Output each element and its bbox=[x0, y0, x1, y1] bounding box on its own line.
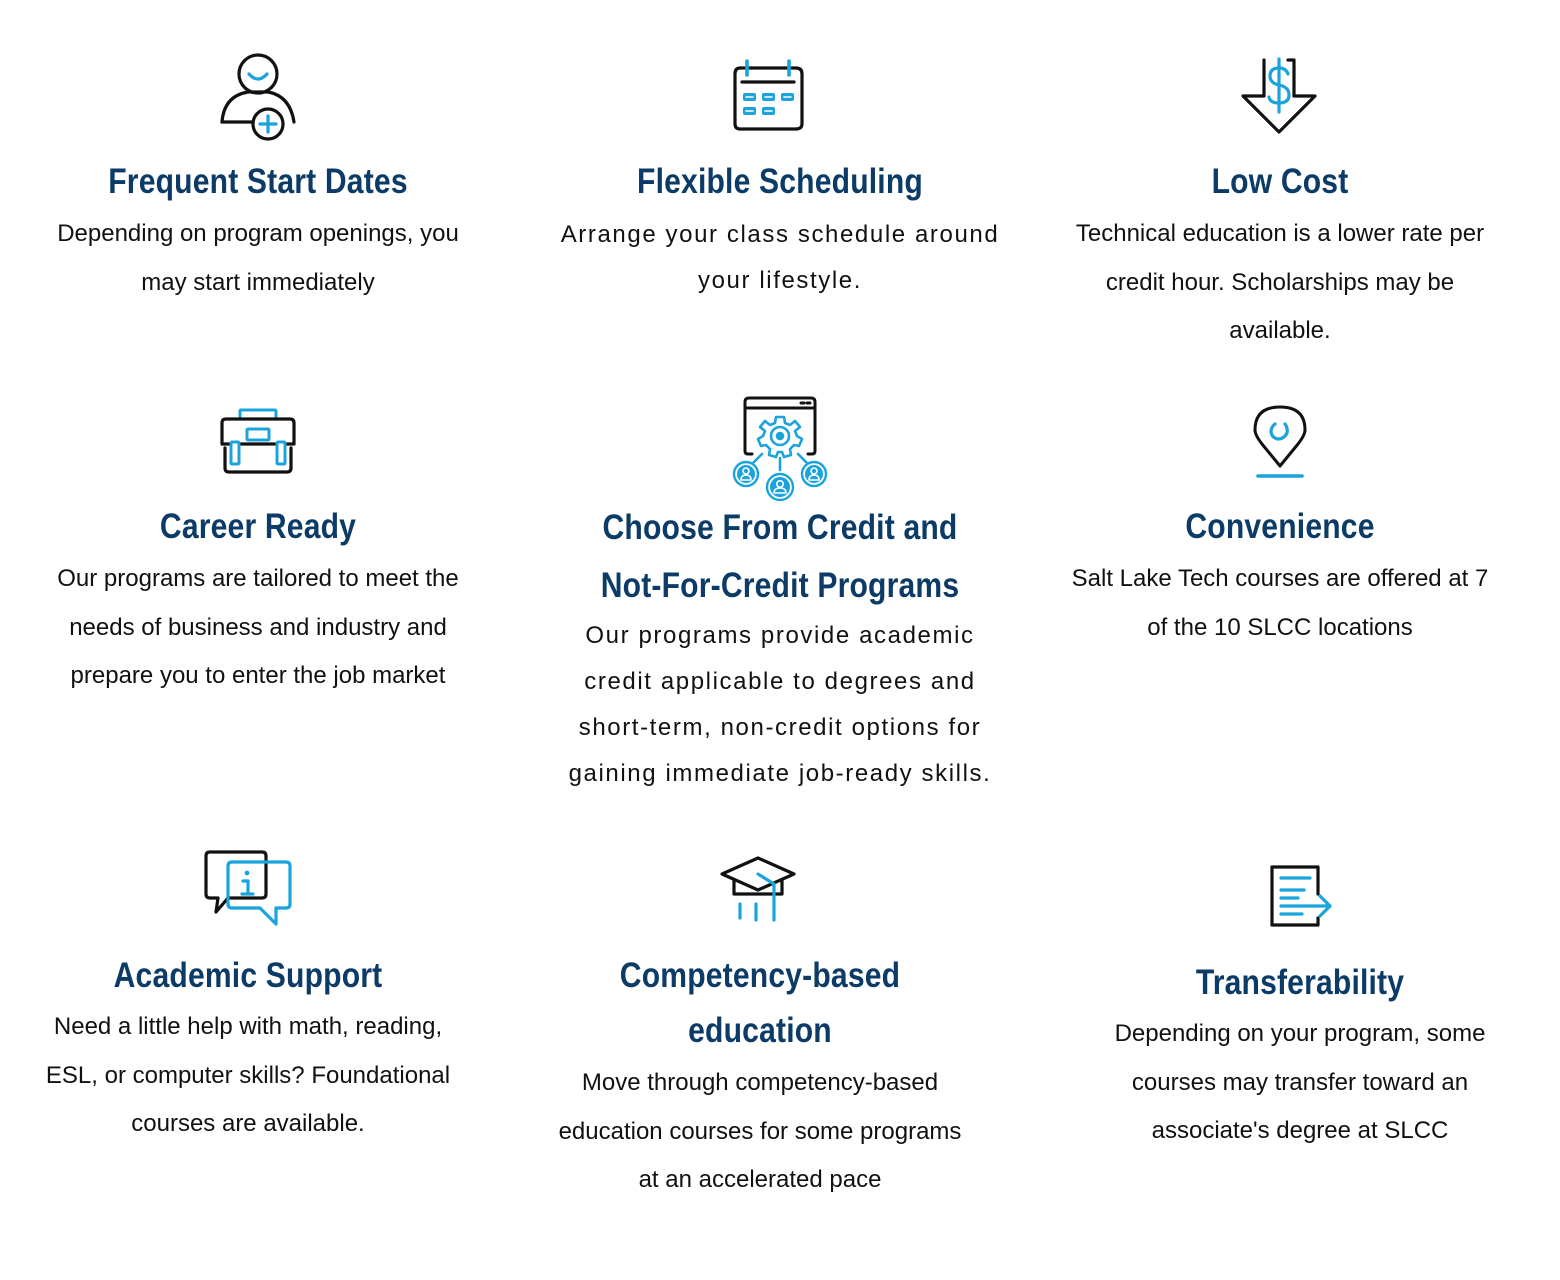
feature-description bbox=[8, 1003, 488, 1149]
feature-description bbox=[530, 212, 1030, 304]
title-line: Flexible Scheduling bbox=[637, 162, 923, 201]
title-line: Choose From Credit and bbox=[602, 508, 958, 547]
desc-line: your lifestyle. bbox=[697, 267, 863, 294]
location-pin-icon bbox=[1252, 404, 1308, 480]
feature-title bbox=[52, 498, 465, 556]
feature-title bbox=[42, 947, 455, 1005]
feature-title bbox=[565, 499, 995, 615]
feature-convenience bbox=[1040, 390, 1520, 720]
desc-line: may start immediately bbox=[141, 268, 375, 296]
feature-description bbox=[18, 555, 498, 701]
title-line: Career Ready bbox=[159, 507, 357, 546]
desc-line: Salt Lake Tech courses are offered at 7 bbox=[1071, 565, 1489, 592]
feature-academic-support bbox=[8, 840, 488, 1160]
feature-title bbox=[565, 153, 995, 211]
feature-title bbox=[1074, 498, 1487, 556]
title-line: education bbox=[688, 1011, 832, 1050]
desc-line: education courses for some programs bbox=[558, 1117, 962, 1145]
desc-line: short-term, non-credit options for bbox=[578, 714, 982, 741]
chat-info-icon bbox=[202, 848, 294, 930]
feature-flexible-scheduling bbox=[530, 40, 1030, 360]
feature-description bbox=[1040, 210, 1520, 356]
desc-line: prepare you to enter the job market bbox=[70, 662, 446, 689]
title-line: Competency-based bbox=[619, 956, 901, 995]
desc-line: at an accelerated pace bbox=[638, 1166, 882, 1193]
feature-description bbox=[520, 1059, 1000, 1205]
title-line: Frequent Start Dates bbox=[108, 162, 408, 201]
desc-line: credit hour. Scholarships may be bbox=[1105, 268, 1455, 296]
document-transfer-icon bbox=[1266, 864, 1336, 930]
feature-description bbox=[1040, 555, 1520, 652]
title-line: Academic Support bbox=[113, 956, 383, 995]
feature-title bbox=[554, 948, 967, 1058]
feature-frequent-start-dates bbox=[18, 40, 498, 360]
title-line: Not-For-Credit Programs bbox=[600, 566, 960, 605]
briefcase-icon bbox=[218, 408, 298, 478]
desc-line: of the 10 SLCC locations bbox=[1147, 613, 1413, 641]
feature-credit-and-non-credit bbox=[530, 390, 1030, 810]
desc-line: Arrange your class schedule around bbox=[560, 221, 1000, 248]
desc-line: needs of business and industry and bbox=[69, 613, 447, 641]
title-line: Low Cost bbox=[1211, 162, 1349, 201]
desc-line: available. bbox=[1229, 317, 1331, 344]
feature-title bbox=[52, 153, 465, 211]
feature-low-cost bbox=[1040, 40, 1520, 360]
desc-line: Depending on your program, some bbox=[1114, 1020, 1486, 1047]
desc-line: gaining immediate job-ready skills. bbox=[568, 760, 992, 787]
gear-network-icon bbox=[730, 394, 830, 502]
desc-line: Move through competency-based bbox=[581, 1069, 939, 1096]
feature-description bbox=[18, 210, 498, 307]
desc-line: Need a little help with math, reading, bbox=[53, 1013, 443, 1040]
feature-career-ready bbox=[18, 390, 498, 720]
feature-competency-based-education bbox=[520, 840, 1000, 1220]
desc-line: Depending on program openings, you bbox=[57, 220, 459, 247]
desc-line: credit applicable to degrees and bbox=[584, 668, 976, 695]
title-line: Convenience bbox=[1185, 507, 1375, 546]
graduation-cap-icon bbox=[718, 854, 798, 924]
desc-line: Our programs provide academic bbox=[585, 622, 975, 649]
desc-line: Our programs are tailored to meet the bbox=[57, 565, 459, 592]
desc-line: ESL, or computer skills? Foundational bbox=[45, 1061, 451, 1089]
feature-description bbox=[530, 613, 1030, 797]
desc-line: courses are available. bbox=[131, 1110, 365, 1137]
calendar-icon bbox=[730, 58, 806, 132]
desc-line: courses may transfer toward an bbox=[1131, 1068, 1469, 1096]
desc-line: associate's degree at SLCC bbox=[1151, 1117, 1449, 1144]
title-line: Transferability bbox=[1195, 963, 1405, 1002]
feature-title bbox=[1074, 153, 1487, 211]
desc-line: Technical education is a lower rate per bbox=[1075, 220, 1485, 247]
dollar-down-arrow-icon bbox=[1240, 56, 1320, 136]
feature-transferability bbox=[1060, 840, 1540, 1160]
user-add-icon bbox=[218, 50, 298, 142]
feature-description bbox=[1060, 1010, 1540, 1156]
feature-title bbox=[1094, 954, 1507, 1012]
